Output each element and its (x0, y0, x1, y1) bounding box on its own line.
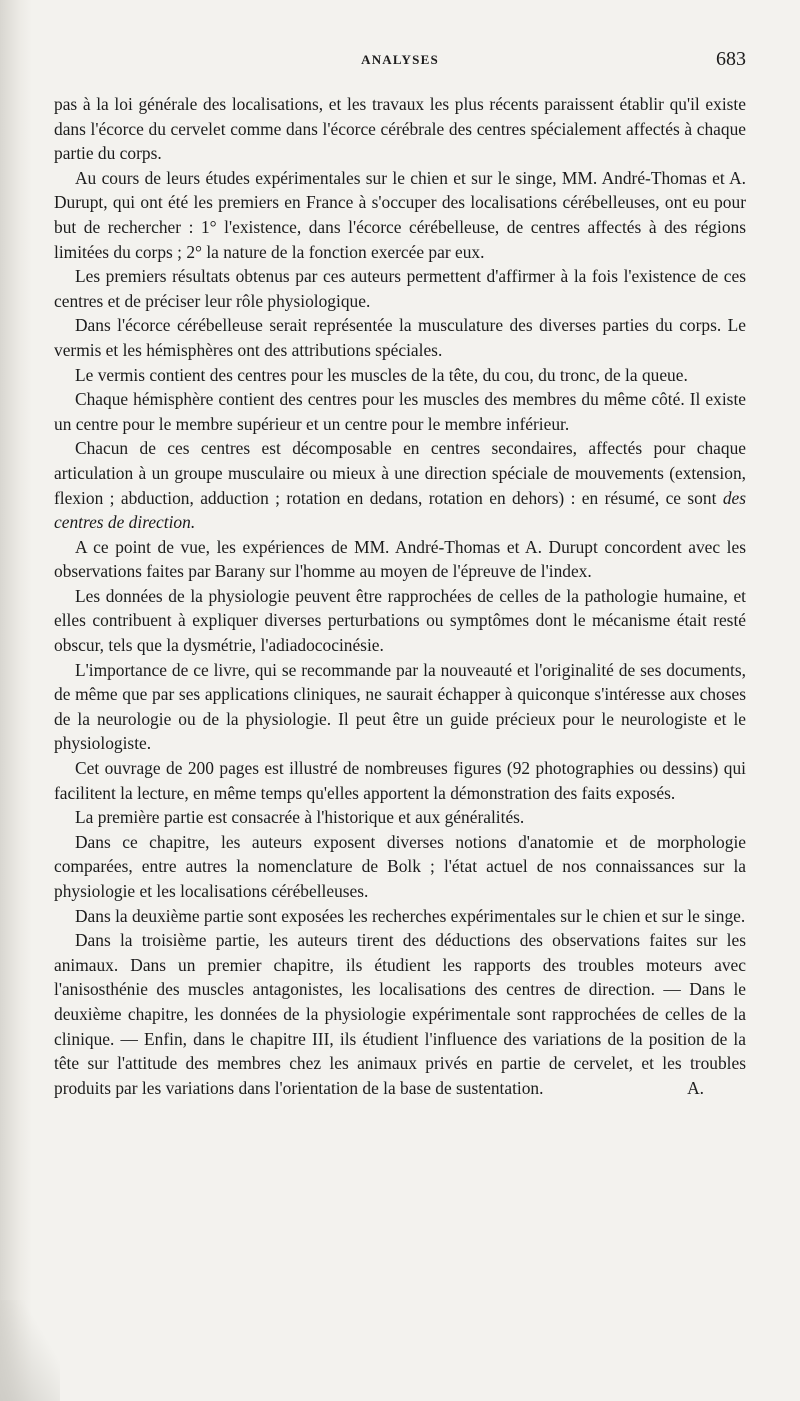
paragraph-15: Dans la troisième partie, les auteurs tirent des déductions des observations faites sur les animaux. Dans un premier chapitre, ils étudient les rapports des troubles moteurs avec l'anisosthénie des muscles antagonistes, les localisations des centres de direction. — Dans le deuxième chapitre, les données de la physiologie expérimentale sont rapprochées de celles de la clinique. — Enfin, dans le chapitre III, ils étudient l'influence des variations de la position de la tête sur l'attitude des membres chez les animaux privés en partie de cervelet, et les troubles produits par les variations dans l'orientation de la base de sustentation. (54, 930, 746, 1098)
paragraph-2: Au cours de leurs études expérimentales sur le chien et sur le singe, MM. André-Thomas et A. Durupt, qui ont été les premiers en France à s'occuper des localisations cérébelleuses, ont eu pour but de rechercher : 1° l'existence, dans l'écorce cérébelleuse, de centres affectés à des régions limitées du corps ; 2° la nature de la fonction exercée par eux. (54, 167, 746, 262)
page-number: 683 (716, 48, 746, 70)
paragraph-3: Les premiers résultats obtenus par ces auteurs permettent d'affirmer à la fois l'existence de ces centres et de préciser leur rôle physiologique. (54, 266, 746, 311)
italic-phrase: des centres de direction. (54, 487, 746, 533)
page-edge-shadow (0, 0, 32, 1401)
paragraph-9: Les données de la physiologie peuvent être rapprochées de celles de la pathologie humaine, et elles contribuent à expliquer diverses perturbations ou symptômes dont le mécanisme était resté obscur, tels que la dysmétrie, l'adiadococinésie. (54, 585, 746, 656)
paragraph-5: Le vermis contient des centres pour les muscles de la tête, du cou, du tronc, de la queue. (75, 364, 688, 385)
paragraph-4: Dans l'écorce cérébelleuse serait représentée la musculature des diverses parties du corps. Le vermis et les hémisphères ont des attributions spéciales. (54, 315, 746, 360)
running-head: ANALYSES (361, 52, 439, 67)
paragraph-8: A ce point de vue, les expériences de MM. André-Thomas et A. Durupt concordent avec les observations faites par Barany sur l'homme au moyen de l'épreuve de l'index. (54, 536, 746, 582)
paragraph-14: Dans la deuxième partie sont exposées les recherches expérimentales sur le chien et sur le singe. (75, 905, 746, 926)
article-body (54, 92, 746, 1100)
paragraph-13: Dans ce chapitre, les auteurs exposent diverses notions d'anatomie et de morphologie comparées, entre autres la nomenclature de Bolk ; l'état actuel de nos connaissances sur la physiologie et les localisations cérébelleuses. (54, 831, 746, 901)
paragraph-11: Cet ouvrage de 200 pages est illustré de nombreuses figures (92 photographies ou dessins) qui facilitent la lecture, en même temps qu'elles apportent la démonstration des faits exposés. (54, 758, 746, 803)
paragraph-7-text: Chacun de ces centres est décomposable en centres secondaires, affectés pour chaque articulation à un groupe musculaire ou mieux à une direction spéciale de mouvements (extension, flexion ; abduction, adduction ; rotation en dedans, rotation en dehors) : en résumé, ce sont (54, 438, 746, 508)
page-corner-shadow (0, 1300, 60, 1401)
paragraph-10: L'importance de ce livre, qui se recommande par la nouveauté et l'originalité de ses documents, de même que par ses applications cliniques, ne saurait échapper à quiconque s'intéresse aux choses de la neurologie ou de la physiologie. Il peut être un guide précieux pour le neurologiste et le physiologiste. (54, 659, 746, 754)
paragraph-6: Chaque hémisphère contient des centres pour les muscles des membres du même côté. Il existe un centre pour le membre supérieur et un centre pour le membre inférieur. (54, 389, 746, 434)
signature: A. (687, 1077, 704, 1098)
paragraph-7 (54, 436, 746, 534)
page-header (54, 50, 746, 76)
paragraph-12: La première partie est consacrée à l'historique et aux généralités. (75, 807, 525, 828)
paragraph-1: pas à la loi générale des localisations, et les travaux les plus récents paraissent établir qu'il existe dans l'écorce du cervelet comme dans l'écorce cérébrale des centres spécialement affectés à chaque partie du corps. (54, 94, 746, 164)
